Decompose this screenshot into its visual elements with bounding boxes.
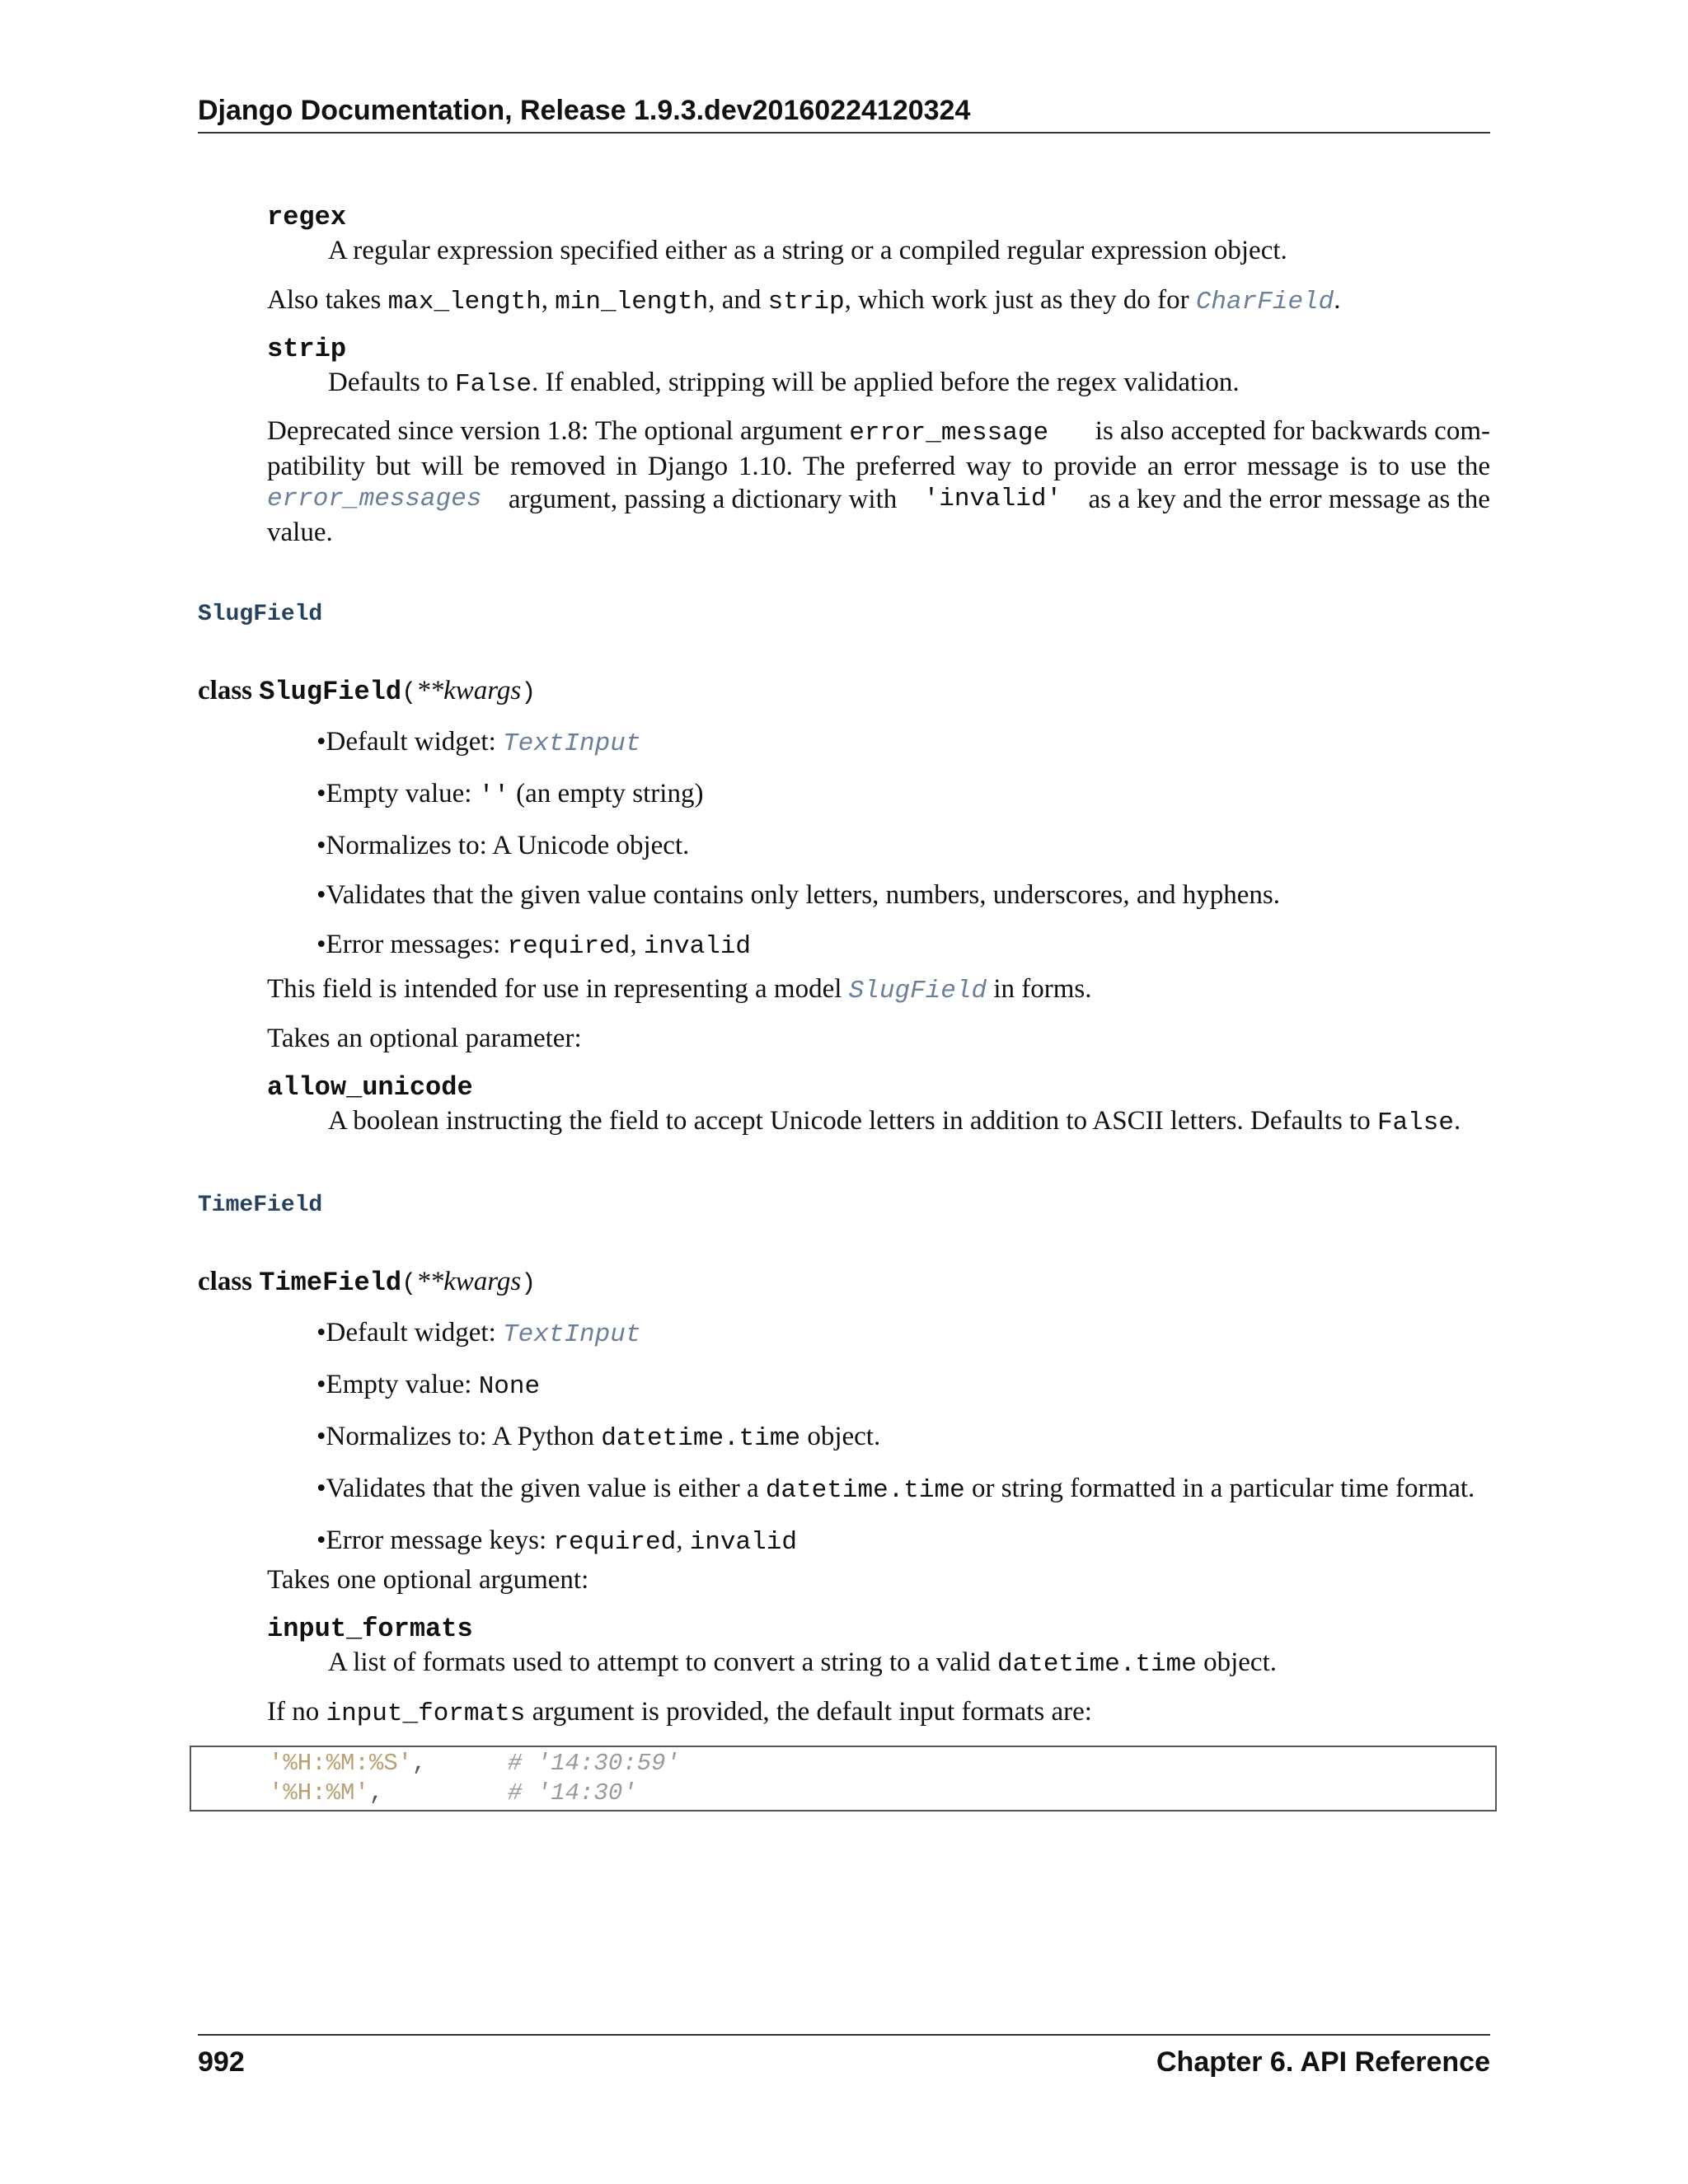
timefield-bullets: [316, 1316, 1475, 1576]
empty-string-code: '': [478, 781, 509, 810]
false-code: False: [1376, 1108, 1454, 1137]
list-item: •Validates that the given value contains only letters, numbers, underscores, and hyphens.: [316, 880, 1281, 910]
list-item: [316, 1368, 1475, 1404]
bullet-label: •Empty value:: [316, 1370, 479, 1399]
code-string-value: '%H:%M': [269, 1779, 369, 1807]
strip-def-pre: Defaults to: [328, 368, 455, 397]
also-takes-paragraph: [267, 284, 1341, 319]
code-string-value: '%H:%M:%S': [269, 1750, 413, 1777]
if-no-pre: If no: [267, 1697, 326, 1727]
allow-unicode-block: [267, 1071, 1461, 1140]
allow-unicode-term: allow_unicode: [267, 1072, 473, 1103]
deprecated-text: Deprecated since version 1.8: The optional argument: [267, 416, 850, 446]
false-code: False: [454, 370, 532, 399]
class-name: SlugField: [259, 677, 402, 707]
input-formats-term: input_formats: [267, 1614, 473, 1644]
invalid-code: 'invalid': [923, 485, 1062, 513]
timefield-class-signature: [198, 1265, 536, 1301]
error-key-code: required: [553, 1528, 677, 1557]
list-item: •Normalizes to: A Unicode object.: [316, 831, 690, 860]
period: .: [1453, 1106, 1461, 1136]
deprecated-text: argument, passing a dictionary with: [508, 485, 898, 514]
close-paren: ): [521, 679, 537, 707]
textinput-link[interactable]: TextInput: [503, 1320, 641, 1349]
timefield-takes: Takes one optional argument:: [267, 1565, 589, 1595]
chapter-title: Chapter 6. API Reference: [1156, 2046, 1490, 2078]
open-paren: (: [401, 679, 417, 707]
param-def-post: object.: [1196, 1647, 1277, 1677]
input-formats-code: input_formats: [326, 1699, 526, 1728]
class-args: **kwargs: [416, 676, 522, 705]
list-item: [316, 1316, 1475, 1352]
list-item: [316, 928, 1280, 963]
bullet-note: object.: [800, 1422, 881, 1451]
deprecated-line-4: value.: [267, 518, 333, 547]
slugfield-class-signature: [198, 674, 536, 710]
textinput-link[interactable]: TextInput: [503, 729, 641, 758]
param-def-pre: A list of formats used to attempt to convert a string to a valid: [328, 1647, 998, 1677]
deprecated-paragraph: [267, 415, 1490, 549]
separator: , and: [708, 285, 768, 315]
strip-code: strip: [767, 288, 845, 316]
datetime-time-code: datetime.time: [765, 1476, 965, 1505]
list-item: [316, 725, 1280, 761]
error-key-code: invalid: [689, 1528, 797, 1557]
regex-term-block: [267, 201, 1287, 267]
timefield-section-title[interactable]: TimeField: [198, 1193, 323, 1218]
code-line: [191, 1749, 1495, 1779]
period: .: [1334, 285, 1341, 315]
deprecated-line-1: [267, 415, 1490, 450]
separator: ,: [541, 285, 556, 315]
min-length-code: min_length: [555, 288, 709, 316]
bullet-note: (an empty string): [509, 779, 704, 808]
datetime-time-code: datetime.time: [601, 1424, 801, 1453]
if-no-input-formats: [267, 1695, 1092, 1731]
slugfield-intended: [267, 972, 1092, 1008]
strip-def-post: . If enabled, stripping will be applied before the regex validation.: [531, 368, 1240, 397]
if-no-post: argument is provided, the default input formats are:: [525, 1697, 1092, 1727]
none-code: None: [478, 1372, 541, 1401]
max-length-code: max_length: [387, 288, 542, 316]
input-formats-definition: [267, 1646, 1277, 1681]
bullet-label: •Default widget:: [316, 727, 503, 757]
regex-term: regex: [267, 202, 347, 232]
slugfield-section-title[interactable]: SlugField: [198, 602, 323, 627]
class-args: **kwargs: [416, 1267, 522, 1296]
close-paren: ): [521, 1270, 537, 1298]
deprecated-text: as a key and the error message as the: [1088, 485, 1490, 514]
list-item: [316, 777, 1280, 813]
list-item: [316, 1420, 1475, 1455]
bullet-note: or string formatted in a particular time format.: [964, 1474, 1475, 1503]
slugfield-bullets: [316, 725, 1280, 980]
intended-pre: This field is intended for use in representing a model: [267, 974, 849, 1004]
strip-term-block: [267, 333, 1240, 401]
bullet-label: •Validates that the given value is either a: [316, 1474, 766, 1503]
page-number: 992: [198, 2046, 245, 2078]
intended-post: in forms.: [987, 974, 1092, 1004]
code-line: [191, 1779, 1495, 1808]
bullet-label: •Normalizes to: A Python: [316, 1422, 602, 1451]
bullet-label: •Error message keys:: [316, 1526, 554, 1555]
strip-definition: [267, 366, 1240, 401]
code-string: [269, 1779, 383, 1808]
deprecated-line-2: patibility but will be removed in Django 1.10. The preferred way to provide an error message is to use the: [267, 452, 1490, 481]
code-string: [269, 1749, 426, 1779]
bullet-label: •Empty value:: [316, 779, 479, 808]
slugfield-takes: Takes an optional parameter:: [267, 1024, 582, 1053]
code-comma: ,: [412, 1750, 427, 1777]
bullet-label: •Default widget:: [316, 1318, 503, 1347]
error-key-code: required: [507, 932, 631, 961]
regex-definition: A regular expression specified either as a string or a compiled regular expression object.: [328, 236, 1287, 265]
deprecated-text: is also accepted for backwards com-: [1095, 416, 1490, 446]
error-key-code: invalid: [643, 932, 752, 961]
allow-unicode-definition: [267, 1104, 1461, 1140]
class-name: TimeField: [259, 1268, 402, 1298]
separator: ,: [630, 930, 644, 959]
code-comment: # '14:30:59': [508, 1750, 680, 1777]
error-message-code: error_message: [849, 419, 1049, 448]
bullet-label: •Error messages:: [316, 930, 508, 959]
also-takes-mid: , which work just as they do for: [844, 285, 1196, 315]
running-footer: [198, 2034, 1490, 2080]
open-paren: (: [401, 1270, 417, 1298]
list-item: [316, 1524, 1475, 1559]
running-header: Django Documentation, Release 1.9.3.dev20160224120324: [198, 92, 1490, 134]
deprecated-line-3: [267, 483, 1490, 516]
code-block: [190, 1746, 1497, 1811]
list-item: [316, 1472, 1475, 1507]
input-formats-block: [267, 1613, 1277, 1681]
model-slugfield-link[interactable]: SlugField: [848, 977, 987, 1005]
error-messages-link[interactable]: error_messages: [267, 485, 482, 513]
code-comma: ,: [368, 1779, 384, 1807]
class-keyword: class: [198, 676, 252, 705]
separator: ,: [676, 1526, 690, 1555]
code-comment: # '14:30': [508, 1779, 637, 1807]
param-def-pre: A boolean instructing the field to accept Unicode letters in addition to ASCII letters. Defaults to: [328, 1106, 1377, 1136]
also-takes-prefix: Also takes: [267, 285, 388, 315]
strip-term: strip: [267, 334, 347, 364]
class-keyword: class: [198, 1267, 252, 1296]
datetime-time-code: datetime.time: [997, 1650, 1197, 1679]
charfield-link[interactable]: CharField: [1195, 288, 1334, 316]
